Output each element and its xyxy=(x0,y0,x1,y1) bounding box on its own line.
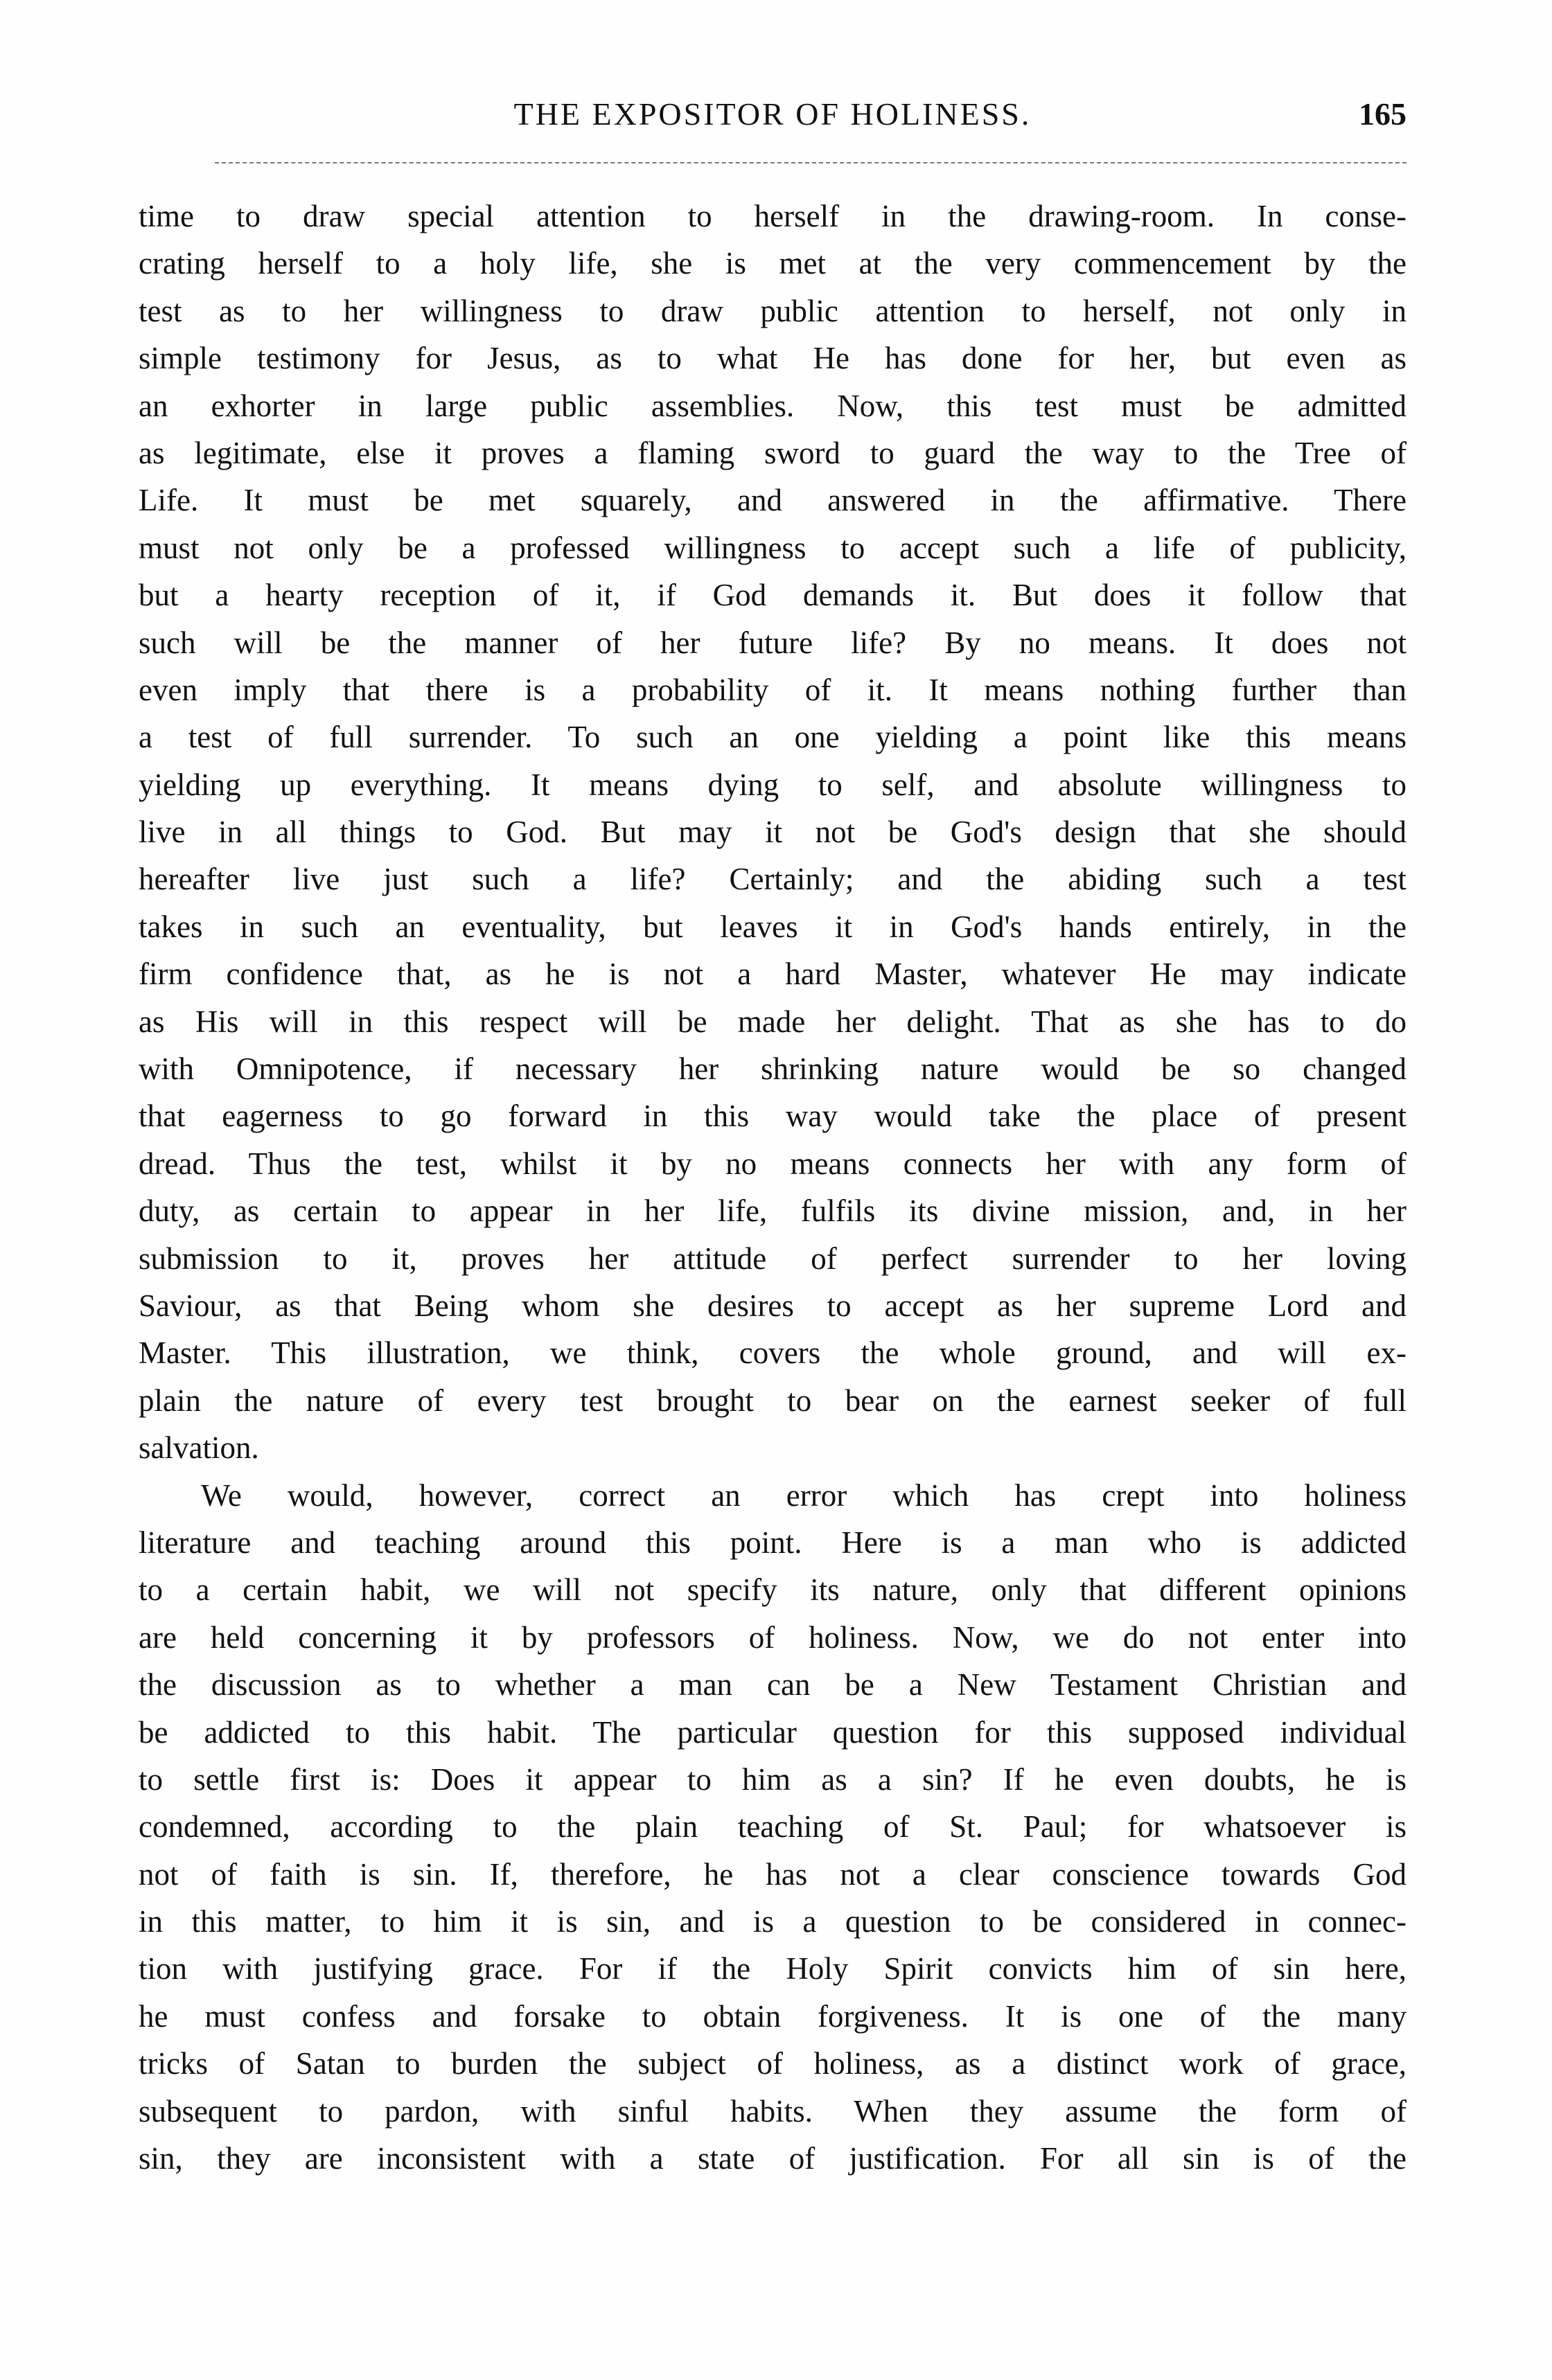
text-line: test as to her willingness to draw public attention to herself, not only in xyxy=(139,293,1406,328)
text-line: must not only be a professed willingness to accept such a life of publicity, xyxy=(139,530,1406,565)
text-line: subsequent to pardon, with sinful habits. When they assume the form of xyxy=(139,2093,1406,2129)
text-line: submission to it, proves her attitude of perfect surrender to her loving xyxy=(139,1241,1406,1276)
text-line: not of faith is sin. If, therefore, he has not a clear conscience towards God xyxy=(139,1856,1406,1892)
text-line: condemned, according to the plain teaching of St. Paul; for whatsoever is xyxy=(139,1809,1406,1845)
text-line: but a hearty reception of it, if God demands it. But does it follow that xyxy=(139,578,1406,613)
text-line: the discussion as to whether a man can be a New Testament Christian and xyxy=(139,1667,1406,1703)
text-line: crating herself to a holy life, she is met at the very commencement by the xyxy=(139,246,1406,281)
text-line: live in all things to God. But may it not be God's design that she should xyxy=(139,815,1406,850)
text-line: hereafter live just such a life? Certainly; and the abiding such a test xyxy=(139,862,1406,897)
text-line: plain the nature of every test brought to bear on the earnest seeker of full xyxy=(139,1383,1406,1418)
text-line: simple testimony for Jesus, as to what He has done for her, but even as xyxy=(139,341,1406,376)
text-line: an exhorter in large public assemblies. Now, this test must be admitted xyxy=(139,388,1406,423)
text-line: are held concerning it by professors of holiness. Now, we do not enter into xyxy=(139,1619,1406,1655)
text-line: to settle first is: Does it appear to him as a sin? If he even doubts, he is xyxy=(139,1761,1406,1797)
text-line: to a certain habit, we will not specify its nature, only that different opinions xyxy=(139,1572,1406,1608)
page-header xyxy=(139,90,1406,139)
running-title: THE EXPOSITOR OF HOLINESS. xyxy=(513,96,1032,132)
text-line: Life. It must be met squarely, and answered in the affirmative. There xyxy=(139,483,1406,518)
text-line: in this matter, to him it is sin, and is a question to be considered in connec- xyxy=(139,1904,1406,1939)
text-line: he must confess and forsake to obtain forgiveness. It is one of the many xyxy=(139,1998,1406,2034)
text-line: Saviour, as that Being whom she desires to accept as her supreme Lord and xyxy=(139,1288,1406,1323)
text-line: with Omnipotence, if necessary her shrinking nature would be so changed xyxy=(139,1051,1406,1087)
text-line: tricks of Satan to burden the subject of holiness, as a distinct work of grace, xyxy=(139,2046,1406,2081)
text-line: takes in such an eventuality, but leaves it in God's hands entirely, in the xyxy=(139,909,1406,944)
text-line: literature and teaching around this point. Here is a man who is addicted xyxy=(139,1525,1406,1560)
text-line: firm confidence that, as he is not a hard Master, whatever He may indicate xyxy=(139,957,1406,992)
text-line: a test of full surrender. To such an one yielding a point like this means xyxy=(139,720,1406,755)
body-text xyxy=(139,193,1406,2182)
header-rule xyxy=(215,162,1406,163)
text-line: duty, as certain to appear in her life, fulfils its divine mission, and, in her xyxy=(139,1193,1406,1229)
text-line: time to draw special attention to herself in the drawing-room. In conse- xyxy=(139,199,1406,233)
text-line: even imply that there is a probability of it. It means nothing further than xyxy=(139,672,1406,707)
paragraph-end-line: salvation. xyxy=(139,1430,259,1466)
paragraph-start-line: We would, however, correct an error which has crept into holiness xyxy=(201,1477,1406,1513)
page-number: 165 xyxy=(1359,96,1406,132)
text-line: as His will in this respect will be made her delight. That as she has to do xyxy=(139,1004,1406,1039)
text-line: Master. This illustration, we think, covers the whole ground, and will ex- xyxy=(139,1335,1406,1371)
text-line: be addicted to this habit. The particular question for this supposed individual xyxy=(139,1714,1406,1750)
text-line: sin, they are inconsistent with a state of justification. For all sin is of the xyxy=(139,2141,1406,2176)
text-line: tion with justifying grace. For if the Holy Spirit convicts him of sin here, xyxy=(139,1951,1406,1987)
text-line: yielding up everything. It means dying to self, and absolute willingness to xyxy=(139,767,1406,802)
text-line: such will be the manner of her future life? By no means. It does not xyxy=(139,625,1406,660)
text-line: that eagerness to go forward in this way would take the place of present xyxy=(139,1099,1406,1134)
text-line: as legitimate, else it proves a flaming sword to guard the way to the Tree of xyxy=(139,435,1406,470)
text-line: dread. Thus the test, whilst it by no means connects her with any form of xyxy=(139,1146,1406,1181)
